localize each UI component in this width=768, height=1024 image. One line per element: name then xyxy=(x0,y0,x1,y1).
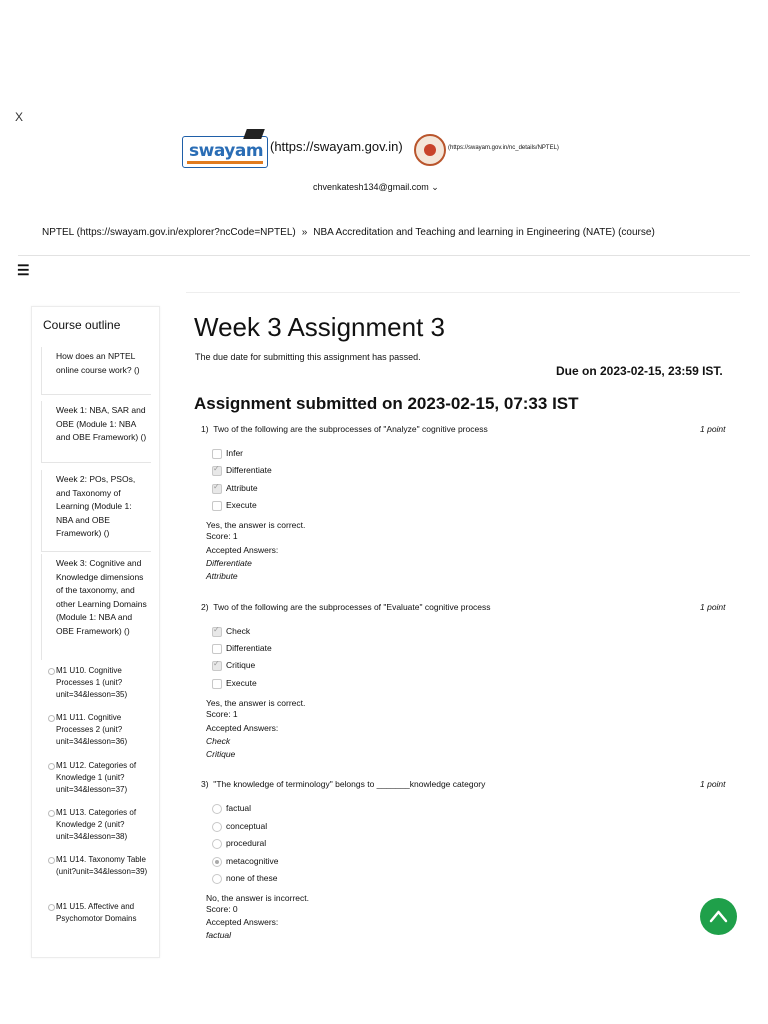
checkbox[interactable] xyxy=(212,679,222,689)
radio-dot-icon xyxy=(48,763,55,770)
chevron-down-icon: ⌄ xyxy=(431,182,439,192)
feedback-text: Yes, the answer is correct. xyxy=(206,698,306,708)
user-email: chvenkatesh134@gmail.com xyxy=(313,182,429,192)
option-label: Differentiate xyxy=(226,465,272,475)
q3-option-1[interactable] xyxy=(212,803,251,814)
unit-label: M1 U13. Categories of Knowledge 2 (unit?unit=34&lesson=38) xyxy=(56,808,137,841)
sidebar-unit-u14[interactable] xyxy=(46,854,154,878)
breadcrumb xyxy=(42,227,655,238)
question-3-points: 1 point xyxy=(700,779,726,789)
question-number: 1) xyxy=(201,424,209,434)
sidebar-item-week2[interactable]: Week 2: POs, PSOs, and Taxonomy of Learning (Module 1: NBA and OBE Framework) () xyxy=(41,470,151,552)
menu-icon[interactable]: ☰ xyxy=(17,262,30,278)
submission-status: Assignment submitted on 2023-02-15, 07:33 IST xyxy=(194,394,579,413)
question-label: Two of the following are the subprocesses of "Analyze" cognitive process xyxy=(213,424,488,434)
radio-dot-icon xyxy=(48,810,55,817)
logo-strip xyxy=(187,161,263,164)
unit-label: M1 U11. Cognitive Processes 2 (unit?unit=34&lesson=36) xyxy=(56,713,128,746)
option-label: Infer xyxy=(226,448,244,458)
sidebar-unit-u11[interactable] xyxy=(46,712,154,748)
sidebar-unit-u12[interactable] xyxy=(46,760,154,796)
due-date: Due on 2023-02-15, 23:59 IST. xyxy=(556,364,723,378)
option-label: Execute xyxy=(226,678,257,688)
question-number: 3) xyxy=(201,779,209,789)
option-label: conceptual xyxy=(226,821,268,831)
sidebar-unit-u10[interactable] xyxy=(46,665,154,701)
q1-option-2[interactable] xyxy=(212,465,272,476)
checkbox-checked[interactable] xyxy=(212,484,222,494)
sidebar-item-course-intro[interactable]: How does an NPTEL online course work? () xyxy=(41,347,151,395)
q1-accepted-answers xyxy=(206,557,252,583)
q1-option-3[interactable] xyxy=(212,483,258,494)
page-title: Week 3 Assignment 3 xyxy=(194,312,445,342)
question-3-text xyxy=(201,779,485,789)
sidebar-unit-u15[interactable] xyxy=(46,901,154,925)
unit-label: M1 U10. Cognitive Processes 1 (unit?unit=34&lesson=35) xyxy=(56,666,128,699)
option-label: factual xyxy=(226,803,252,813)
q3-feedback xyxy=(206,893,309,915)
question-1-text xyxy=(201,424,488,434)
q2-option-1[interactable] xyxy=(212,626,250,637)
user-menu[interactable] xyxy=(313,182,439,193)
option-label: Execute xyxy=(226,500,257,510)
q1-option-1[interactable] xyxy=(212,448,243,459)
q3-option-2[interactable] xyxy=(212,821,267,832)
score-text: Score: 1 xyxy=(206,709,238,719)
feedback-text: No, the answer is incorrect. xyxy=(206,893,309,903)
accepted-answer: Critique xyxy=(206,749,236,759)
nptel-link[interactable]: (https://swayam.gov.in/nc_details/NPTEL) xyxy=(448,145,559,151)
option-label: Attribute xyxy=(226,483,258,493)
q3-option-5[interactable] xyxy=(212,873,278,884)
question-2-text xyxy=(201,602,491,612)
checkbox-checked[interactable] xyxy=(212,627,222,637)
swayam-logo[interactable] xyxy=(182,136,268,168)
q2-feedback xyxy=(206,698,305,720)
q1-feedback xyxy=(206,520,305,542)
unit-label: M1 U15. Affective and Psychomotor Domains xyxy=(56,902,137,923)
option-label: none of these xyxy=(226,873,278,883)
scroll-to-top-button[interactable] xyxy=(700,898,737,935)
checkbox-checked[interactable] xyxy=(212,466,222,476)
accepted-answer: Check xyxy=(206,736,231,746)
swayam-link[interactable]: (https://swayam.gov.in) xyxy=(270,139,403,154)
feedback-text: Yes, the answer is correct. xyxy=(206,520,306,530)
option-label: Critique xyxy=(226,660,256,670)
q1-option-4[interactable] xyxy=(212,500,257,511)
nptel-emblem-icon[interactable] xyxy=(414,134,446,166)
question-number: 2) xyxy=(201,602,209,612)
chevron-up-icon xyxy=(709,908,728,924)
radio-dot-icon xyxy=(48,857,55,864)
divider xyxy=(18,255,750,256)
question-2-points: 1 point xyxy=(700,602,726,612)
score-text: Score: 0 xyxy=(206,904,238,914)
q2-option-4[interactable] xyxy=(212,678,257,689)
question-label: "The knowledge of terminology" belongs to _______knowledge category xyxy=(213,779,486,789)
close-button[interactable]: X xyxy=(15,110,24,124)
accepted-answer: factual xyxy=(206,930,232,940)
breadcrumb-separator: » xyxy=(301,227,308,238)
swayam-logo-text: swayam xyxy=(189,141,264,161)
course-outline-sidebar xyxy=(31,306,160,958)
option-label: metacognitive xyxy=(226,856,279,866)
accepted-answer: Attribute xyxy=(206,571,238,581)
due-note: The due date for submitting this assignment has passed. xyxy=(195,352,421,362)
radio-dot-icon xyxy=(48,668,55,675)
radio-dot-icon xyxy=(48,904,55,911)
sidebar-title: Course outline xyxy=(43,318,121,332)
q3-accepted-label: Accepted Answers: xyxy=(206,917,279,927)
radio-dot-icon xyxy=(48,715,55,722)
radio-button[interactable] xyxy=(212,822,222,832)
checkbox[interactable] xyxy=(212,501,222,511)
score-text: Score: 1 xyxy=(206,531,238,541)
radio-button[interactable] xyxy=(212,839,222,849)
option-label: procedural xyxy=(226,838,267,848)
accepted-answer: Differentiate xyxy=(206,558,252,568)
q2-accepted-label: Accepted Answers: xyxy=(206,723,279,733)
q2-option-2[interactable] xyxy=(212,643,272,654)
breadcrumb-course-link[interactable]: NBA Accreditation and Teaching and learning in Engineering (NATE) (course) xyxy=(313,227,655,238)
q3-option-4[interactable] xyxy=(212,856,278,867)
question-1-points: 1 point xyxy=(700,424,726,434)
q3-option-3[interactable] xyxy=(212,838,266,849)
q3-accepted-answers xyxy=(206,929,231,942)
checkbox[interactable] xyxy=(212,449,222,459)
radio-button[interactable] xyxy=(212,804,222,814)
sidebar-item-week1[interactable]: Week 1: NBA, SAR and OBE (Module 1: NBA and OBE Framework) () xyxy=(41,401,151,463)
q2-accepted-answers xyxy=(206,735,235,761)
q2-option-3[interactable] xyxy=(212,660,255,671)
option-label: Check xyxy=(226,626,251,636)
checkbox[interactable] xyxy=(212,644,222,654)
q1-accepted-label: Accepted Answers: xyxy=(206,545,279,555)
option-label: Differentiate xyxy=(226,643,272,653)
breadcrumb-nptel-link[interactable]: NPTEL (https://swayam.gov.in/explorer?ncCode=NPTEL) xyxy=(42,227,296,238)
radio-button[interactable] xyxy=(212,874,222,884)
sidebar-unit-u13[interactable] xyxy=(46,807,154,843)
radio-button-selected[interactable] xyxy=(212,857,222,867)
graduation-cap-icon xyxy=(243,129,265,139)
checkbox-checked[interactable] xyxy=(212,661,222,671)
question-label: Two of the following are the subprocesses of "Evaluate" cognitive process xyxy=(213,602,491,612)
unit-label: M1 U14. Taxonomy Table (unit?unit=34&lesson=39) xyxy=(56,855,148,876)
unit-label: M1 U12. Categories of Knowledge 1 (unit?unit=34&lesson=37) xyxy=(56,761,137,794)
sidebar-item-week3[interactable]: Week 3: Cognitive and Knowledge dimensions of the taxonomy, and other Learning Domains (Module 1: NBA and OBE Framework) () xyxy=(41,554,151,660)
